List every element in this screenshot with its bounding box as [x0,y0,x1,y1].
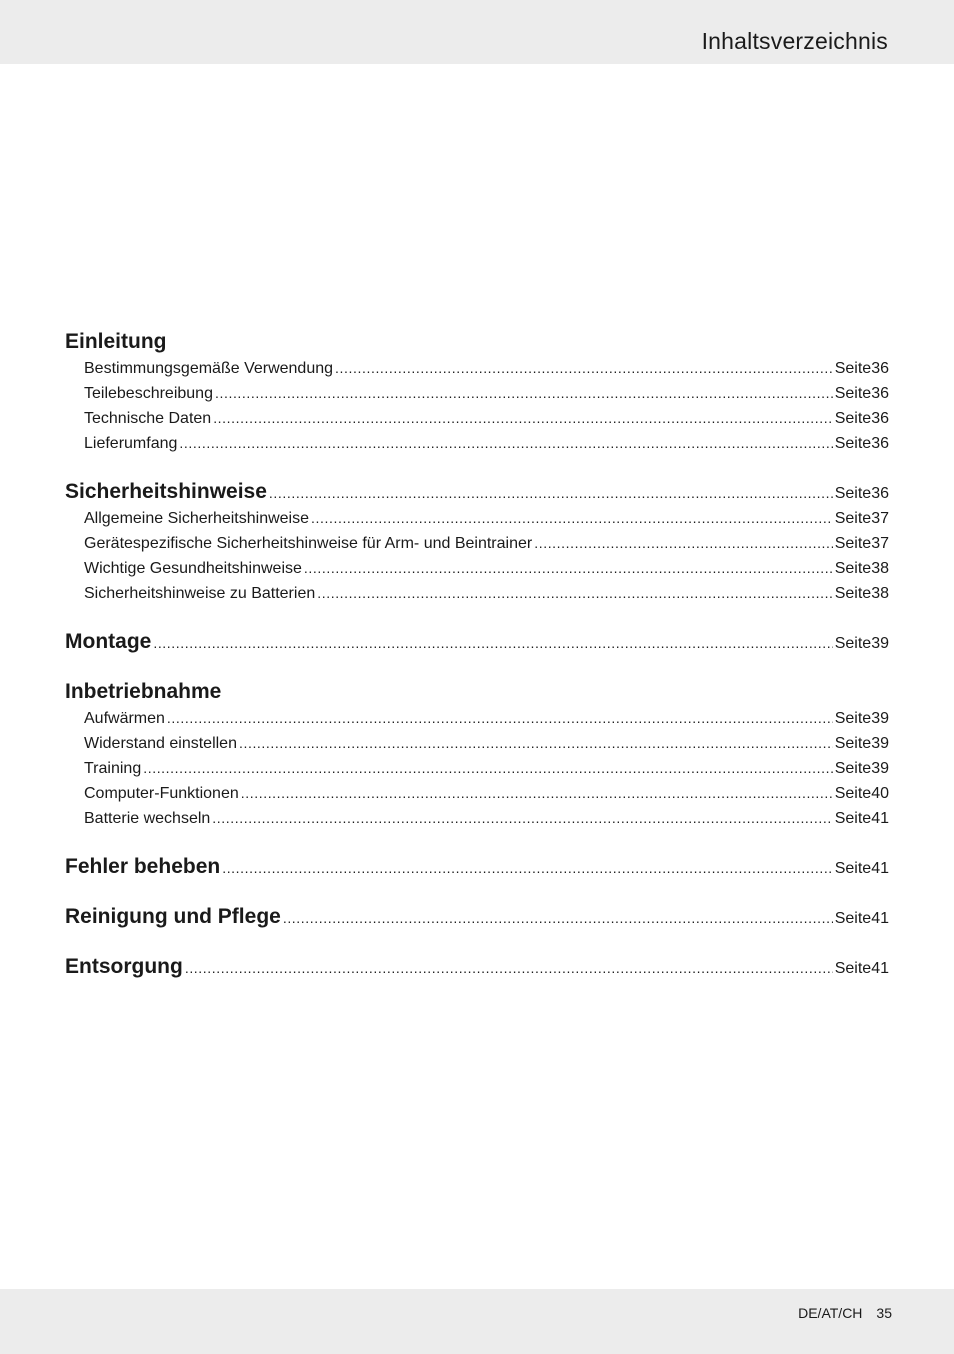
toc-seite-label: Seite [834,435,872,452]
toc-entry-fehler-beheben[interactable] [65,855,889,879]
toc-entry[interactable] [84,785,889,803]
leader-dots [143,760,833,776]
leader-dots [269,485,833,501]
toc-entry-label: Widerstand einstellen [84,735,237,752]
toc-page-number: 37 [871,535,889,552]
toc-entry-label: Training [84,760,142,777]
leader-dots [534,535,833,551]
toc-heading-label: Reinigung und Pflege [65,905,281,928]
toc-page-number: 39 [871,760,889,777]
toc-entry[interactable] [84,710,889,728]
toc-page-number: 41 [871,960,889,977]
toc-seite-label: Seite [834,810,872,827]
toc-page-number: 38 [871,585,889,602]
leader-dots [335,360,833,376]
toc-page-number: 39 [871,635,889,652]
toc-entry[interactable] [84,560,889,578]
toc-entry-label: Aufwärmen [84,710,165,727]
toc-seite-label: Seite [834,360,872,377]
toc-entry-label: Wichtige Gesundheitshinweise [84,560,302,577]
toc-page-number: 38 [871,560,889,577]
page-title: Inhaltsverzeichnis [701,28,888,54]
leader-dots [241,785,833,801]
toc-page-number: 41 [871,810,889,827]
toc-seite-label: Seite [834,785,872,802]
toc-seite-label: Seite [834,860,872,877]
toc-seite-label: Seite [834,910,872,927]
toc-page-number: 36 [871,485,889,502]
leader-dots [179,435,832,451]
toc-seite-label: Seite [834,735,872,752]
toc-seite-label: Seite [834,960,872,977]
toc-entry[interactable] [84,410,889,428]
toc-entry-label: Sicherheitshinweise zu Batterien [84,585,316,602]
toc-entry-label: Lieferumfang [84,435,178,452]
toc-entry[interactable] [84,435,889,453]
leader-dots [213,410,833,426]
toc-entry-label: Teilebeschreibung [84,385,213,402]
toc-page-number: 40 [871,785,889,802]
page-footer [798,1305,892,1321]
toc-entry-label: Bestimmungsgemäße Verwendung [84,360,334,377]
leader-dots [167,710,833,726]
toc-seite-label: Seite [834,635,872,652]
toc-entry[interactable] [84,535,889,553]
toc-seite-label: Seite [834,535,872,552]
toc-heading-einleitung: Einleitung [65,330,167,353]
toc-seite-label: Seite [834,585,872,602]
toc-seite-label: Seite [834,385,872,402]
toc-entry-label: Technische Daten [84,410,212,427]
toc-page-number: 36 [871,410,889,427]
toc-entry-label: Batterie wechseln [84,810,211,827]
toc-page-number: 39 [871,710,889,727]
leader-dots [283,910,833,926]
toc-entry-montage[interactable] [65,630,889,654]
toc-entry[interactable] [84,385,889,403]
leader-dots [222,860,833,876]
toc-seite-label: Seite [834,410,872,427]
toc-heading-label: Fehler beheben [65,855,221,878]
leader-dots [239,735,833,751]
toc-entry[interactable] [84,360,889,378]
toc-page-number: 39 [871,735,889,752]
toc-heading-inbetriebnahme: Inbetriebnahme [65,680,222,703]
toc-heading-label: Montage [65,630,152,653]
toc-page-number: 36 [871,385,889,402]
toc-seite-label: Seite [834,760,872,777]
toc-entry-reinigung-und-pflege[interactable] [65,905,889,929]
toc-entry-sicherheitshinweise[interactable] [65,480,889,504]
toc-seite-label: Seite [834,510,872,527]
toc-seite-label: Seite [834,485,872,502]
leader-dots [153,635,832,651]
toc-seite-label: Seite [834,710,872,727]
toc-entry[interactable] [84,585,889,603]
toc-page-number: 36 [871,360,889,377]
toc-entry[interactable] [84,510,889,528]
toc-entry-entsorgung[interactable] [65,955,889,979]
leader-dots [185,960,833,976]
toc-page-number: 36 [871,435,889,452]
leader-dots [215,385,833,401]
toc-heading-label: Sicherheitshinweise [65,480,267,503]
leader-dots [311,510,833,526]
toc-page-number: 41 [871,910,889,927]
toc-entry[interactable] [84,760,889,778]
toc-seite-label: Seite [834,560,872,577]
toc-page-number: 37 [871,510,889,527]
toc-entry-label: Computer-Funktionen [84,785,239,802]
toc-page-number: 41 [871,860,889,877]
toc-entry-label: Gerätespezifische Sicherheitshinweise für Arm- und Beintrainer [84,535,533,552]
leader-dots [304,560,833,576]
leader-dots [317,585,833,601]
toc-entry[interactable] [84,735,889,753]
toc-entry[interactable] [84,810,889,828]
footer-band [0,1289,954,1354]
footer-page-number: 35 [876,1305,892,1321]
footer-region: DE/AT/CH [798,1305,863,1321]
toc-heading-label: Entsorgung [65,955,183,978]
leader-dots [212,810,832,826]
toc-entry-label: Allgemeine Sicherheitshinweise [84,510,310,527]
